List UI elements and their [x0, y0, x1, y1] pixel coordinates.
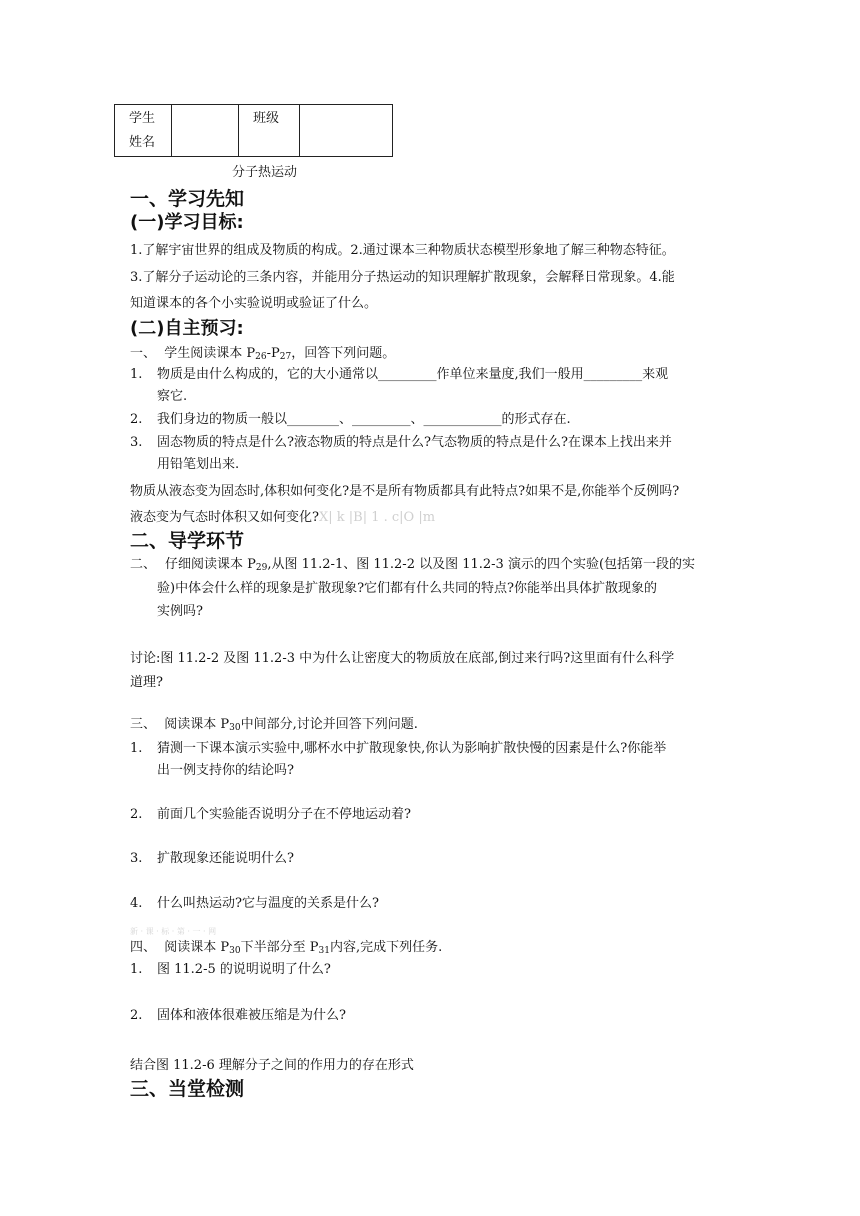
part-2-text: ,从图 11.2-1、图 11.2-2 以及图 11.2-3 演示的四个实验(包括第一段的实	[267, 557, 696, 572]
part-4-text: 阅读课本 P	[164, 940, 230, 955]
watermark: 新 · 课 · 标 · 第 · 一 · 网	[130, 927, 217, 936]
part-3-heading	[130, 717, 418, 734]
page-subscript: 29	[255, 563, 268, 573]
part-3-q2: 前面几个实验能否说明分子在不停地运动着?	[157, 807, 411, 822]
preview-intro-number: 一、	[130, 346, 157, 361]
page-subscript: 30	[229, 946, 241, 956]
page-subscript: 27	[279, 352, 292, 362]
preview-q3-number: 3.	[130, 435, 143, 450]
preview-extra-line-2	[130, 510, 435, 526]
student-info-table	[114, 104, 393, 157]
part-3-q4-number: 4.	[130, 896, 143, 911]
part-2-text: 仔细阅读课本 P	[165, 557, 256, 572]
preview-intro-text: -P	[266, 346, 280, 361]
preview-q2: 我们身边的物质一般以________、_________、____________的形式存在.	[157, 412, 571, 427]
preview-intro-text: ，回答下列问题。	[291, 346, 396, 361]
preview-q3-line-2: 用铅笔划出来.	[157, 457, 240, 472]
page-title: 分子热运动	[232, 165, 298, 180]
part-2-line-3: 实例吗?	[157, 604, 203, 619]
section-3-heading: 三、当堂检测	[130, 1078, 245, 1100]
part-4-q2-number: 2.	[130, 1008, 143, 1023]
part-4-text: 下半部分至 P	[240, 940, 319, 955]
preview-q1-line-1: 物质是由什么构成的，它的大小通常以_________作单位来量度,我们一般用_________来观	[157, 367, 669, 382]
goals-line-3: 知道课本的各个小实验说明或验证了什么。	[130, 296, 378, 311]
student-name-label-cell	[115, 105, 172, 157]
part-4-q1-number: 1.	[130, 962, 143, 977]
preview-heading: (二)自主预习:	[130, 318, 244, 339]
preview-extra-line-1: 物质从液态变为固态时,体积如何变化?是不是所有物质都具有此特点?如果不是,你能举个反例吗?	[130, 484, 680, 499]
part-3-number: 三、	[130, 717, 157, 732]
preview-intro	[130, 346, 395, 363]
part-2-number: 二、	[130, 557, 157, 572]
part-3-q3-number: 3.	[130, 851, 143, 866]
part-4-heading	[130, 940, 442, 957]
preview-q1-number: 1.	[130, 367, 143, 382]
part-4-q2: 固体和液体很难被压缩是为什么?	[157, 1008, 346, 1023]
discussion-line-2: 道理?	[130, 675, 163, 690]
part-3-q1-line-2: 出一例支持你的结论吗?	[157, 763, 294, 778]
preview-q1-line-2: 察它.	[157, 389, 188, 404]
part-3-q1-number: 1.	[130, 741, 143, 756]
preview-q2-number: 2.	[130, 412, 143, 427]
part-3-text: 阅读课本 P	[164, 717, 230, 732]
part-2-line-2: 验)中体会什么样的现象是扩散现象?它们都有什么共同的特点?你能举出具体扩散现象的	[157, 581, 658, 596]
class-value-cell[interactable]	[300, 105, 393, 157]
part-2-line-1	[165, 557, 695, 574]
section-1-heading: 一、学习先知	[130, 188, 245, 210]
preview-extra-text: 液态变为气态时体积又如何变化?	[130, 510, 319, 525]
combine-line: 结合图 11.2-6 理解分子之间的作用力的存在形式	[130, 1058, 414, 1073]
goals-line-1: 1.了解宇宙世界的组成及物质的构成。2.通过课本三种物质状态模型形象地了解三种物态特征。	[130, 243, 675, 258]
page-subscript: 30	[229, 723, 241, 733]
part-4-number: 四、	[130, 940, 157, 955]
class-label: 班级	[253, 111, 280, 126]
student-name-value-cell[interactable]	[172, 105, 239, 157]
preview-intro-text: 学生阅读课本 P	[164, 346, 256, 361]
part-4-text: 内容,完成下列任务.	[329, 940, 443, 955]
watermark: X| k |B| 1 . c|O |m	[318, 510, 436, 525]
goals-heading: (一)学习目标:	[130, 212, 244, 233]
class-label-cell	[239, 105, 300, 157]
part-3-q2-number: 2.	[130, 807, 143, 822]
page-subscript: 31	[318, 946, 330, 956]
preview-q3-line-1: 固态物质的特点是什么?液态物质的特点是什么?气态物质的特点是什么?在课本上找出来并	[157, 435, 672, 450]
part-3-q1-line-1: 猜测一下课本演示实验中,哪杯水中扩散现象快,你认为影响扩散快慢的因素是什么?你能举	[157, 741, 667, 756]
part-3-text: 中间部分,讨论并回答下列问题.	[240, 717, 418, 732]
student-name-label: 学生姓名	[129, 111, 156, 150]
discussion-line-1: 讨论:图 11.2-2 及图 11.2-3 中为什么让密度大的物质放在底部,倒过来行吗?这里面有什么科学	[130, 651, 675, 666]
part-3-q4: 什么叫热运动?它与温度的关系是什么?	[157, 896, 379, 911]
page-subscript: 26	[255, 352, 267, 362]
goals-line-2: 3.了解分子运动论的三条内容，并能用分子热运动的知识理解扩散现象，会解释日常现象。4.能	[130, 270, 675, 285]
part-3-q3: 扩散现象还能说明什么?	[157, 851, 294, 866]
section-2-heading: 二、导学环节	[130, 530, 245, 552]
part-4-q1: 图 11.2-5 的说明说明了什么?	[157, 962, 331, 977]
